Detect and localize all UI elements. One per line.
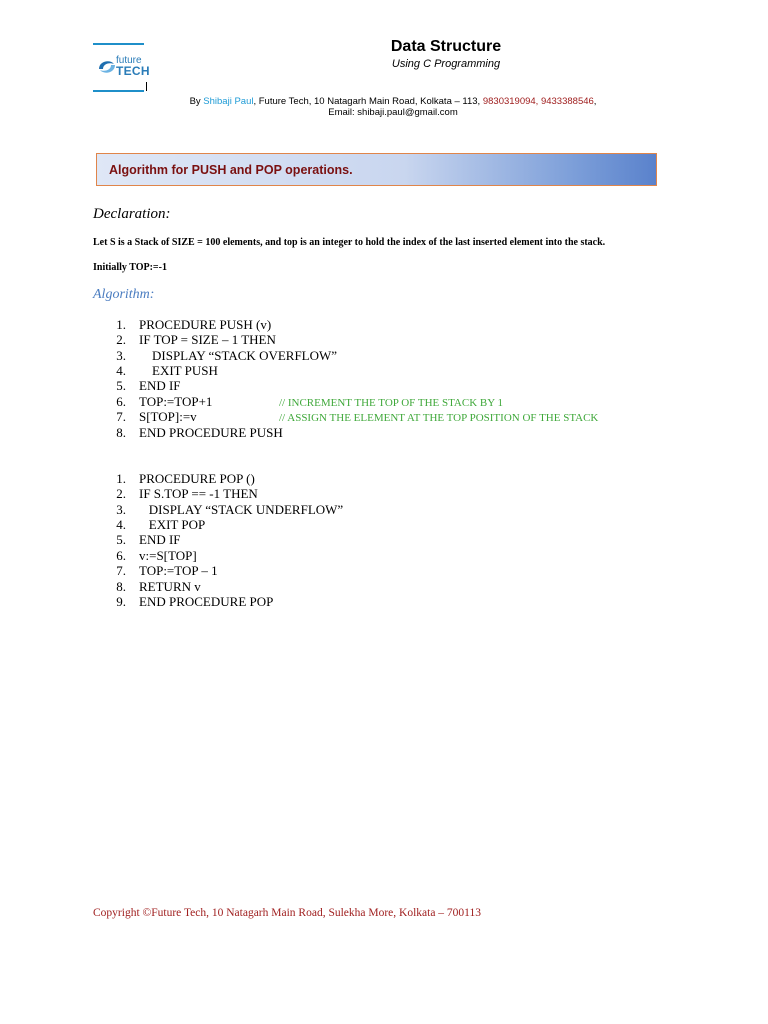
code-line: END PROCEDURE PUSH <box>139 425 283 440</box>
line-number: 3. <box>116 348 126 363</box>
line-number: 8. <box>116 579 126 594</box>
code-line: DISPLAY “STACK OVERFLOW” <box>139 348 338 363</box>
line-number: 5. <box>116 532 126 547</box>
line-number: 8. <box>116 425 126 440</box>
line-number: 4. <box>116 363 126 378</box>
code-line: EXIT POP <box>139 517 206 532</box>
code-line: IF S.TOP == -1 THEN <box>139 486 258 501</box>
code-line: DISPLAY “STACK UNDERFLOW” <box>139 502 344 517</box>
contact-comma: , <box>593 96 597 107</box>
line-number: 2. <box>116 486 126 501</box>
line-number: 9. <box>116 594 126 609</box>
code-line: PROCEDURE PUSH (v) <box>139 317 272 332</box>
code-comment: // INCREMENT THE TOP OF THE STACK BY 1 <box>279 397 504 409</box>
logo-text-future: future <box>116 55 142 66</box>
line-number: 4. <box>116 517 126 532</box>
contact-phones: 9830319094, 9433388546 <box>482 96 594 107</box>
code-line: IF TOP = SIZE – 1 THEN <box>139 332 276 347</box>
logo-text-tech: TECH <box>116 64 150 78</box>
line-number: 6. <box>116 548 126 563</box>
code-comment: // ASSIGN THE ELEMENT AT THE TOP POSITION OF THE STACK <box>279 412 599 424</box>
line-number: 1. <box>116 317 126 332</box>
code-line: END PROCEDURE POP <box>139 594 274 609</box>
document-title: Data Structure <box>390 38 502 55</box>
contact-email: Email: shibaji.paul@gmail.com <box>328 107 458 118</box>
footer-copyright: Copyright ©Future Tech, 10 Natagarh Main Road, Sulekha More, Kolkata – 700113 <box>93 907 482 919</box>
code-line: EXIT PUSH <box>139 363 218 378</box>
logo-rule-bottom <box>93 90 144 92</box>
code-line: END IF <box>139 378 181 393</box>
line-number: 1. <box>116 471 126 486</box>
declaration-initial: Initially TOP:=-1 <box>93 262 167 273</box>
document-subtitle: Using C Programming <box>391 58 501 70</box>
contact-line <box>0 96 768 107</box>
code-line: RETURN v <box>139 579 201 594</box>
contact-by: By <box>189 96 204 107</box>
line-number: 3. <box>116 502 126 517</box>
line-number: 5. <box>116 378 126 393</box>
contact-info <box>0 96 768 118</box>
author-name: Shibaji Paul <box>203 96 254 107</box>
code-line: END IF <box>139 532 181 547</box>
contact-address: , Future Tech, 10 Natagarh Main Road, Kolkata – 113, <box>253 96 483 107</box>
section-banner <box>96 153 657 186</box>
banner-title: Algorithm for PUSH and POP operations. <box>109 163 353 177</box>
code-line: S[TOP]:=v <box>139 409 197 424</box>
line-number: 7. <box>116 563 126 578</box>
line-number: 6. <box>116 394 126 409</box>
code-line: v:=S[TOP] <box>139 548 197 563</box>
declaration-heading: Declaration: <box>93 206 171 222</box>
code-line: TOP:=TOP+1 <box>139 394 213 409</box>
line-number: 2. <box>116 332 126 347</box>
algorithm-heading: Algorithm: <box>93 287 155 302</box>
code-line: TOP:=TOP – 1 <box>139 563 218 578</box>
code-line: PROCEDURE POP () <box>139 471 255 486</box>
declaration-text: Let S is a Stack of SIZE = 100 elements, and top is an integer to hold the index of the last inserted element into the stack. <box>93 237 606 248</box>
line-number: 7. <box>116 409 126 424</box>
logo-tick <box>146 82 147 91</box>
